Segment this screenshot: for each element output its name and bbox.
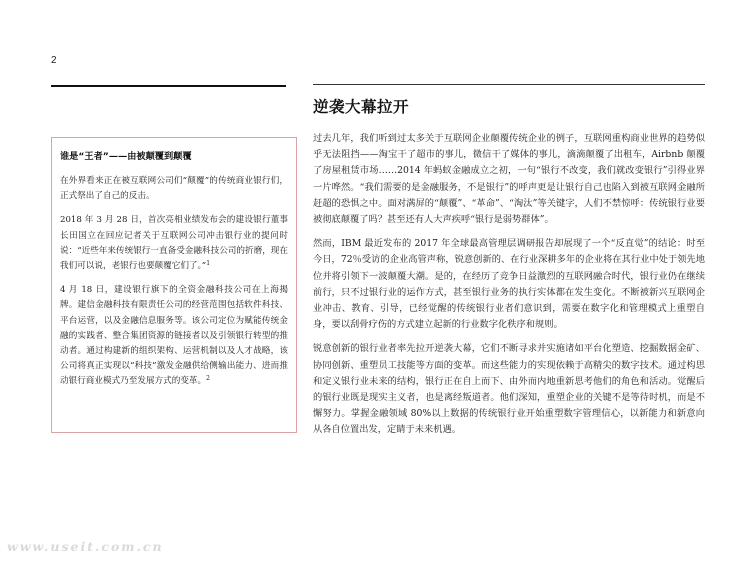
main-body [313,131,705,447]
sidebar-paragraph-text: 2018 年 3 月 28 日，首次亮相业绩发布会的建设银行董事长田国立在回应记者关于互联网公司冲击银行业的提问时说：“近些年来传统银行一直备受金融科技公司的折磨，现在我们可以说，老银行也要颠覆它们了。” [60,215,288,272]
page-number: 2 [51,55,57,66]
sidebar-paragraph-text: 4 月 18 日，建设银行旗下的全资金融科技公司在上海揭牌。建信金融科技有限责任公司的经营范围包括软件科技、平台运营，以及金融信息服务等。该公司定位为赋能传统金融的实践者、整合集团资源的链接者以及引领银行转型的推动者。通过构建新的组织架构、运营机制以及人才战略，该公司将真正实现以“科技”激发金融供给侧输出能力、进而推动银行商业模式乃至发展方式的变革。 [60,285,288,387]
footnote-ref-2[interactable]: 2 [206,375,210,383]
section-heading: 逆袭大幕拉开 [313,98,410,116]
sidebar-paragraph-quote [60,213,288,274]
body-paragraph-3: 锐意创新的银行业者率先拉开逆袭大幕，它们不断寻求并实施诸如平台化塑造、挖掘数据金矿、协同创新、重塑员工技能等方面的变革。而这些能力的实现依赖于高精尖的数字技术。通过构思和定义银行业未来的结构，银行正在自上而下、由外而内地重新思考他们的角色和活动。觉醒后的银行业既是现实主义者，也是离经叛道者。他们深知，重塑企业的关键不是等待时机，而是不懈努力。掌握金融领域 80%以上数据的传统银行业开始重塑数字管理信心，以新能力和新意向从各自位置出发，定睛于未来机遇。 [313,343,705,436]
sidebar-title: 谁是“王者”——由被颠覆到颠覆 [60,151,192,162]
left-column-rule [51,85,286,87]
sidebar-box [51,137,297,433]
sidebar-paragraph-ccb [60,283,288,389]
footnote-ref-1[interactable]: 1 [206,260,211,268]
right-column-rule [313,84,705,85]
body-paragraph-2: 然而，IBM 最近发布的 2017 年全球最高管理层调研报告却展现了一个“反直觉”的结论：时至今日，72％受访的企业高管声称，锐意创新的、在行业深耕多年的企业将在其行业中处于领先地位并将引领下一波颠覆大潮。是的，在经历了竞争日益激烈的互联网融合时代，银行业仍在继续前行，只不过银行业的运作方式，甚至银行业务的执行实体都在发生变化。不断被新兴互联网企业冲击、教育、引导，已经觉醒的传统银行业者们意识到，需要在数字化和管理模式上重塑自身，要以刮骨疗伤的方式建立起新的行业数字化秩序和规则。 [313,238,705,331]
watermark: www.useit.com.cn [7,539,164,554]
sidebar-paragraph: 在外界看来正在被互联网公司们“颠覆”的传统商业银行们，正式祭出了自己的反击。 [60,176,288,202]
body-paragraph-1: 过去几年，我们听到过太多关于互联网企业颠覆传统企业的例子，互联网重构商业世界的趋势似乎无法阻挡——淘宝干了超市的事儿，微信干了媒体的事儿，滴滴颠覆了出租车，Airbnb 颠覆了房屋租赁市场……2014 年蚂蚁金融成立之初，一句“银行不改变，我们就改变银行”引得业界一片哗然。“我们需要的是金融服务，不是银行”的呼声更是让银行自己也陷入到被互联网金融所赶超的恐惧之中。面对满屏的“颠覆”、“革命”、“淘汰”等关键字，人们不禁惊呼：传统银行业要被彻底颠覆了吗？甚至还有人大声疾呼“银行是弱势群体”。 [313,133,705,226]
